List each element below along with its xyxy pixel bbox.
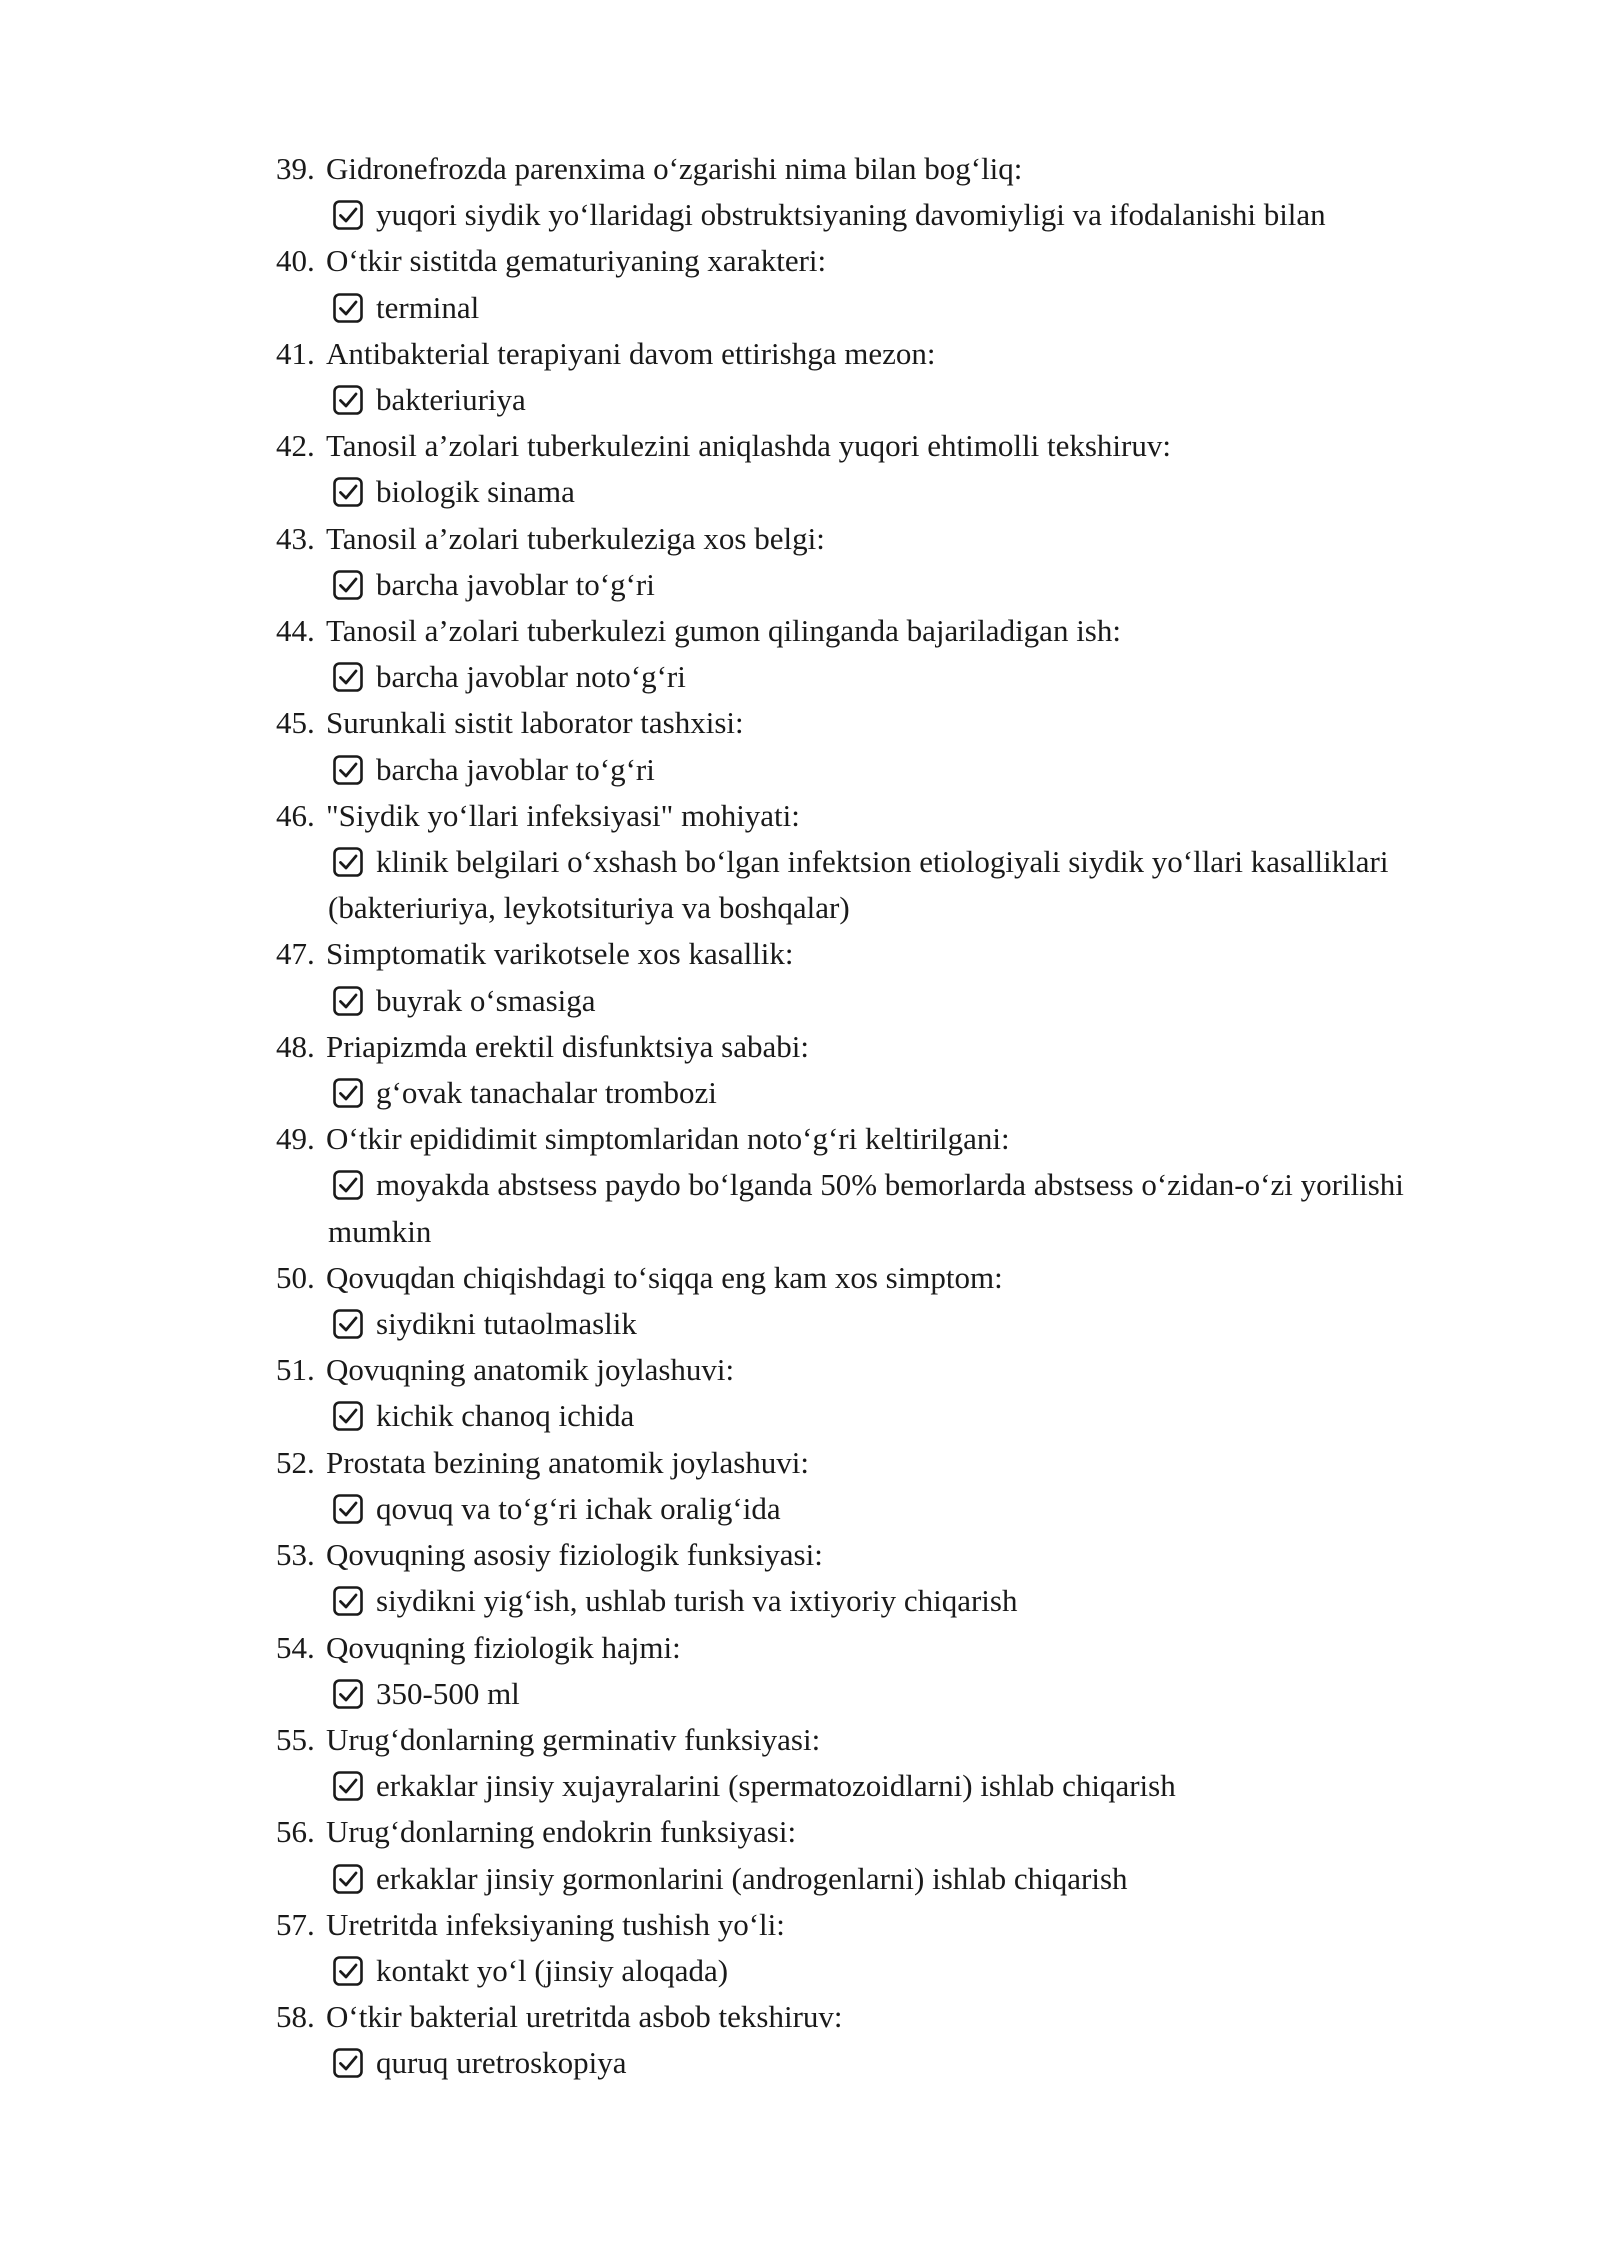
answer-line xyxy=(276,285,1476,331)
question-line xyxy=(276,793,1476,839)
question-line xyxy=(276,1440,1476,1486)
answer-text: biologik sinama xyxy=(376,474,575,510)
answer-text: barcha javoblar noto‘g‘ri xyxy=(376,659,686,695)
question-line xyxy=(276,1347,1476,1393)
answer-text: barcha javoblar to‘g‘ri xyxy=(376,566,655,602)
question-line xyxy=(276,608,1476,654)
question-number: 49. xyxy=(276,1121,315,1157)
checked-checkbox-icon xyxy=(332,1493,364,1525)
question-text: Qovuqning asosiy fiziologik funksiyasi: xyxy=(326,1537,823,1573)
question-item xyxy=(276,1116,1476,1255)
answer-line xyxy=(276,1301,1476,1347)
question-number: 43. xyxy=(276,520,315,556)
answer-text: barcha javoblar to‘g‘ri xyxy=(376,751,655,787)
question-text: Qovuqning anatomik joylashuvi: xyxy=(326,1352,735,1388)
question-item xyxy=(276,1902,1476,1994)
answer-text: buyrak o‘smasiga xyxy=(376,982,596,1018)
answer-text: klinik belgilari o‘xshash bo‘lgan infektsion etiologiyali siydik yo‘llari kasalliklari (bakteriuriya, leykotsituriya va boshqalar) xyxy=(328,844,1389,926)
checked-checkbox-icon xyxy=(332,1955,364,1987)
answer-line xyxy=(276,1070,1476,1116)
answer-line xyxy=(276,1763,1476,1809)
checked-checkbox-icon xyxy=(332,754,364,786)
checked-checkbox-icon xyxy=(332,1863,364,1895)
answer-text: terminal xyxy=(376,289,480,325)
question-number: 41. xyxy=(276,335,315,371)
checked-checkbox-icon xyxy=(332,985,364,1017)
question-text: Tanosil a’zolari tuberkulezini aniqlashda yuqori ehtimolli tekshiruv: xyxy=(326,428,1171,464)
answer-line xyxy=(276,654,1476,700)
question-item xyxy=(276,1994,1476,2086)
question-number: 52. xyxy=(276,1444,315,1480)
answer-text: yuqori siydik yo‘llaridagi obstruktsiyaning davomiyligi va ifodalanishi bilan xyxy=(376,197,1326,233)
question-line xyxy=(276,1625,1476,1671)
question-text: Urug‘donlarning germinativ funksiyasi: xyxy=(326,1721,821,1757)
question-item xyxy=(276,1024,1476,1116)
question-text: Priapizmda erektil disfunktsiya sababi: xyxy=(326,1028,809,1064)
answer-line xyxy=(276,192,1476,238)
answer-text: kontakt yo‘l (jinsiy aloqada) xyxy=(376,1952,729,1988)
question-number: 50. xyxy=(276,1259,315,1295)
question-number: 48. xyxy=(276,1028,315,1064)
question-item xyxy=(276,700,1476,792)
question-number: 39. xyxy=(276,151,315,186)
question-line xyxy=(276,1255,1476,1301)
question-text: Uretritda infeksiyaning tushish yo‘li: xyxy=(326,1906,785,1942)
question-line xyxy=(276,931,1476,977)
question-item xyxy=(276,608,1476,700)
answer-text: moyakda abstsess paydo bo‘lganda 50% bemorlarda abstsess o‘zidan-o‘zi yorilishi mumkin xyxy=(328,1167,1404,1249)
question-text: Qovuqdan chiqishdagi to‘siqqa eng kam xos simptom: xyxy=(326,1259,1003,1295)
question-item xyxy=(276,931,1476,1023)
checked-checkbox-icon xyxy=(332,1585,364,1617)
question-text: Tanosil a’zolari tuberkuleziga xos belgi: xyxy=(326,520,825,556)
question-number: 47. xyxy=(276,936,315,972)
question-line xyxy=(276,238,1476,284)
answer-text: qovuq va to‘g‘ri ichak oralig‘ida xyxy=(376,1490,781,1526)
question-text: Qovuqning fiziologik hajmi: xyxy=(326,1629,681,1665)
question-text: Tanosil a’zolari tuberkulezi gumon qilinganda bajariladigan ish: xyxy=(326,613,1121,649)
checked-checkbox-icon xyxy=(332,1077,364,1109)
question-item xyxy=(276,1440,1476,1532)
question-line xyxy=(276,146,1476,192)
answer-text: quruq uretroskopiya xyxy=(376,2045,627,2081)
answer-line xyxy=(276,2040,1476,2086)
question-item xyxy=(276,516,1476,608)
question-text: Surunkali sistit laborator tashxisi: xyxy=(326,705,744,741)
question-line xyxy=(276,1717,1476,1763)
answer-line xyxy=(276,1393,1476,1439)
question-number: 51. xyxy=(276,1352,315,1388)
checked-checkbox-icon xyxy=(332,292,364,324)
question-number: 56. xyxy=(276,1814,315,1850)
checked-checkbox-icon xyxy=(332,661,364,693)
question-item xyxy=(276,331,1476,423)
question-number: 55. xyxy=(276,1721,315,1757)
answer-text: 350-500 ml xyxy=(376,1675,520,1711)
question-number: 58. xyxy=(276,1999,315,2035)
question-line xyxy=(276,1994,1476,2040)
answer-line xyxy=(276,1671,1476,1717)
question-text: O‘tkir bakterial uretritda asbob tekshiruv: xyxy=(326,1999,843,2035)
answer-text: erkaklar jinsiy xujayralarini (spermatozoidlarni) ishlab chiqarish xyxy=(376,1768,1176,1804)
question-item xyxy=(276,1347,1476,1439)
answer-line xyxy=(276,562,1476,608)
answer-line xyxy=(276,978,1476,1024)
question-item xyxy=(276,1809,1476,1901)
answer-line xyxy=(276,1856,1476,1902)
answer-line xyxy=(276,1578,1476,1624)
answer-line xyxy=(276,839,1476,931)
checked-checkbox-icon xyxy=(332,1678,364,1710)
question-item xyxy=(276,1717,1476,1809)
question-number: 46. xyxy=(276,797,315,833)
question-item xyxy=(276,1625,1476,1717)
question-text: O‘tkir epididimit simptomlaridan noto‘g‘ri keltirilgani: xyxy=(326,1121,1010,1157)
checked-checkbox-icon xyxy=(332,199,364,231)
question-line xyxy=(276,1116,1476,1162)
question-line xyxy=(276,423,1476,469)
question-number: 54. xyxy=(276,1629,315,1665)
question-text: Prostata bezining anatomik joylashuvi: xyxy=(326,1444,809,1480)
question-number: 40. xyxy=(276,243,315,279)
question-item xyxy=(276,238,1476,330)
question-number: 45. xyxy=(276,705,315,741)
answer-text: g‘ovak tanachalar trombozi xyxy=(376,1075,717,1111)
checked-checkbox-icon xyxy=(332,1400,364,1432)
question-number: 44. xyxy=(276,613,315,649)
question-text: "Siydik yo‘llari infeksiyasi" mohiyati: xyxy=(326,797,800,833)
question-item xyxy=(276,1255,1476,1347)
checked-checkbox-icon xyxy=(332,846,364,878)
answer-text: siydikni tutaolmaslik xyxy=(376,1306,637,1342)
answer-line xyxy=(276,469,1476,515)
answer-line xyxy=(276,1162,1476,1254)
question-line xyxy=(276,331,1476,377)
question-item xyxy=(276,146,1476,238)
question-text: Simptomatik varikotsele xos kasallik: xyxy=(326,936,794,972)
question-item xyxy=(276,1532,1476,1624)
checked-checkbox-icon xyxy=(332,569,364,601)
question-line xyxy=(276,1902,1476,1948)
answer-line xyxy=(276,747,1476,793)
checked-checkbox-icon xyxy=(332,1770,364,1802)
question-text: O‘tkir sistitda gematuriyaning xarakteri: xyxy=(326,243,827,279)
question-item xyxy=(276,423,1476,515)
question-item xyxy=(276,793,1476,932)
answer-line xyxy=(276,1486,1476,1532)
question-number: 57. xyxy=(276,1906,315,1942)
question-line xyxy=(276,700,1476,746)
answer-text: kichik chanoq ichida xyxy=(376,1398,635,1434)
checked-checkbox-icon xyxy=(332,1308,364,1340)
question-line xyxy=(276,1024,1476,1070)
checked-checkbox-icon xyxy=(332,476,364,508)
question-line xyxy=(276,516,1476,562)
checked-checkbox-icon xyxy=(332,2047,364,2079)
checked-checkbox-icon xyxy=(332,384,364,416)
checked-checkbox-icon xyxy=(332,1169,364,1201)
question-text: Gidronefrozda parenxima o‘zgarishi nima bilan bog‘liq: xyxy=(326,151,1023,186)
answer-line xyxy=(276,377,1476,423)
answer-text: bakteriuriya xyxy=(376,382,526,418)
question-number: 53. xyxy=(276,1537,315,1573)
answer-text: siydikni yig‘ish, ushlab turish va ixtiyoriy chiqarish xyxy=(376,1583,1018,1619)
answer-line xyxy=(276,1948,1476,1994)
question-list xyxy=(276,146,1476,2087)
question-text: Antibakterial terapiyani davom ettirishga mezon: xyxy=(326,335,936,371)
question-line xyxy=(276,1532,1476,1578)
question-text: Urug‘donlarning endokrin funksiyasi: xyxy=(326,1814,797,1850)
question-line xyxy=(276,1809,1476,1855)
answer-text: erkaklar jinsiy gormonlarini (androgenlarni) ishlab chiqarish xyxy=(376,1860,1128,1896)
question-number: 42. xyxy=(276,428,315,464)
